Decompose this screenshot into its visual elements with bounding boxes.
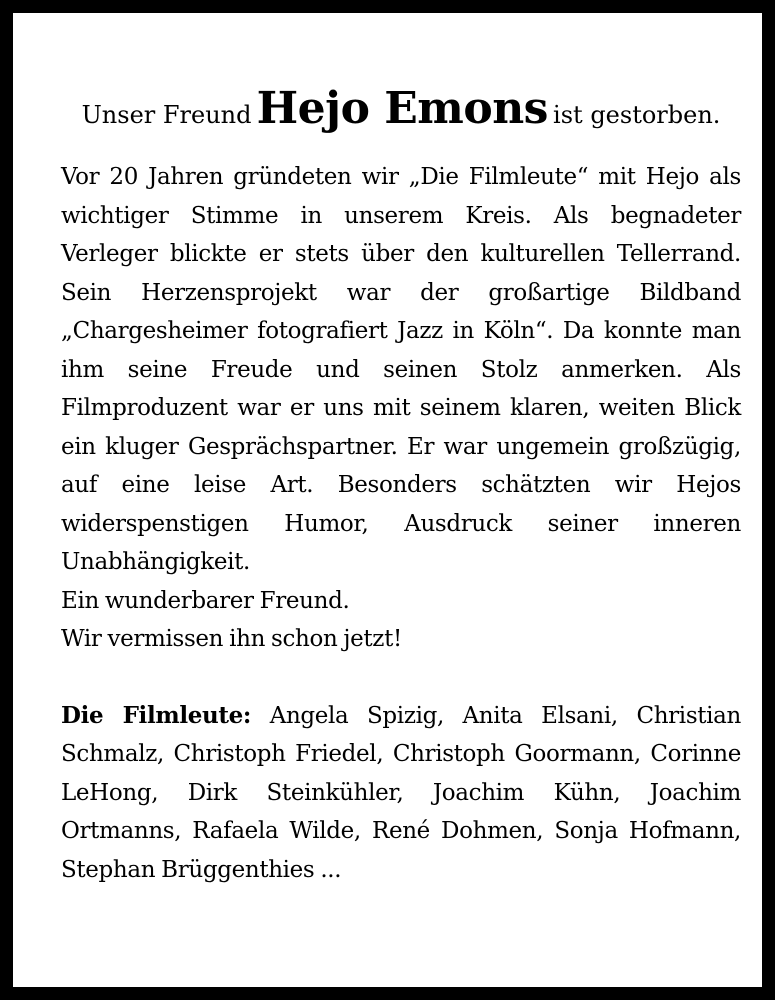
miss-line: Wir vermissen ihn schon jetzt! (61, 626, 402, 652)
signatories (61, 697, 741, 890)
signatories-label: Die Filmleute: (61, 701, 252, 729)
headline-prefix: Unser Freund (81, 101, 252, 129)
deceased-name: Hejo Emons (256, 83, 548, 134)
headline-suffix: ist gestorben. (553, 101, 721, 129)
tribute-paragraph: Vor 20 Jahren gründeten wir „Die Filmleute“ mit Hejo als wichtiger Stimme in unserem Kreis. Als begnadeter Verleger blickte er stets über den kulturellen Tellerrand. Sein Herzensprojekt war der großartige Bildband „Chargesheimer fotografiert Jazz in Köln“. Da konnte man ihm seine Freude und seinen Stolz anmerken. Als Filmproduzent war er uns mit seinem klaren, weiten Blick ein kluger Gesprächspartner. Er war ungemein großzügig, auf eine leise Art. Besonders schätzten wir Hejos widerspenstigen Humor, Ausdruck seiner inneren Unabhängigkeit. (61, 164, 741, 575)
headline (61, 83, 741, 144)
obituary-body (61, 158, 741, 659)
signatories-names: Angela Spizig, Anita Elsani, Christian Schmalz, Christoph Friedel, Christoph Goormann, Corinne LeHong, Dirk Steinkühler, Joachim Kühn, Joachim Ortmanns, Rafaela Wilde, René Dohmen, Sonja Hofmann, Stephan Brüggenthies ... (61, 702, 741, 883)
obituary-content (61, 83, 741, 889)
friend-line: Ein wunderbarer Freund. (61, 587, 350, 614)
